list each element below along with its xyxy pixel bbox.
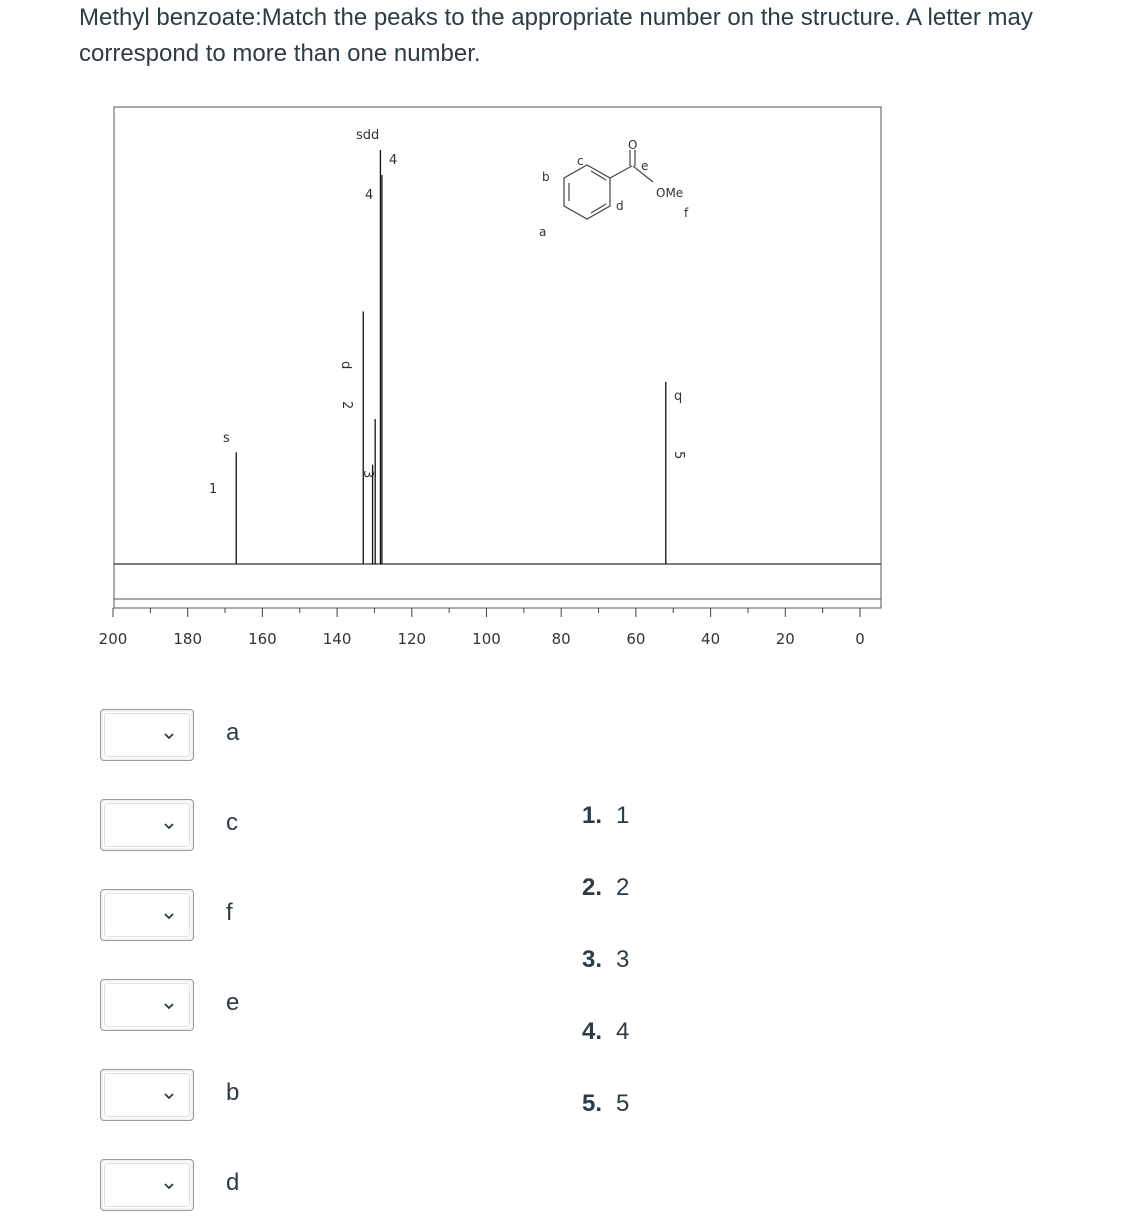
chevron-down-icon xyxy=(162,1089,176,1103)
structure-label-b: b xyxy=(542,170,550,184)
structure-label-oxygen: O xyxy=(628,138,638,152)
option-1 xyxy=(582,802,629,830)
match-letter-c: c xyxy=(226,809,238,836)
peak-label-3: 3 xyxy=(360,470,375,479)
x-tick-label: 120 xyxy=(397,630,427,648)
structure-label-d: d xyxy=(616,199,624,213)
peak-label-5: 5 xyxy=(671,451,686,460)
match-letter-b: b xyxy=(226,1079,240,1106)
x-tick-label: 40 xyxy=(701,630,721,648)
option-value: 3 xyxy=(616,946,630,973)
option-number: 1. xyxy=(582,802,603,829)
x-tick-label: 100 xyxy=(472,630,501,648)
option-number: 4. xyxy=(582,1018,603,1045)
option-2 xyxy=(582,874,629,902)
structure-label-f: f xyxy=(684,206,689,220)
option-value: 2 xyxy=(616,874,630,901)
option-number: 3. xyxy=(582,946,603,973)
spectrum-frame xyxy=(114,107,881,608)
peak-label-4-right: 4 xyxy=(389,153,398,168)
match-select-a[interactable] xyxy=(100,709,194,761)
structure-label-e: e xyxy=(641,159,649,173)
peak-multiplicity-1: s xyxy=(223,431,230,446)
structure-label-a: a xyxy=(539,225,547,239)
x-tick-label: 0 xyxy=(855,630,865,648)
option-number: 5. xyxy=(582,1090,603,1117)
x-tick-label: 20 xyxy=(775,630,795,648)
match-letter-d: d xyxy=(226,1169,240,1196)
option-4 xyxy=(582,1018,629,1046)
match-letter-f: f xyxy=(226,899,233,926)
structure-label-c: c xyxy=(577,154,584,168)
match-select-e[interactable] xyxy=(100,979,194,1031)
match-select-b[interactable] xyxy=(100,1069,194,1121)
x-tick-label: 80 xyxy=(551,630,571,648)
option-number: 2. xyxy=(582,874,603,901)
x-tick-label: 60 xyxy=(626,630,646,648)
match-select-c[interactable] xyxy=(100,799,194,851)
structure-label-ome: OMe xyxy=(656,186,684,200)
question-text: Methyl benzoate:Match the peaks to the appropriate number on the structure. A letter may correspond to more than one number. xyxy=(79,4,1033,67)
x-tick-label: 160 xyxy=(248,630,277,648)
peak-label-4-left: 4 xyxy=(365,188,374,203)
chevron-down-icon xyxy=(162,729,176,743)
x-tick-label: 200 xyxy=(98,630,128,648)
x-tick-label: 140 xyxy=(322,630,352,648)
chevron-down-icon xyxy=(162,909,176,923)
match-select-d[interactable] xyxy=(100,1159,194,1211)
nmr-spectrum xyxy=(0,95,900,655)
methyl-benzoate-structure xyxy=(539,138,689,239)
chevron-down-icon xyxy=(162,819,176,833)
peak-multiplicity-5: q xyxy=(674,389,683,404)
peak-annotation-sdd: sdd xyxy=(356,128,380,143)
peak-label-2: 2 xyxy=(339,401,354,410)
chevron-down-icon xyxy=(162,1179,176,1193)
option-3 xyxy=(582,946,629,974)
x-tick-label: 180 xyxy=(173,630,203,648)
peak-label-1: 1 xyxy=(209,482,218,497)
chevron-down-icon xyxy=(162,999,176,1013)
match-select-f[interactable] xyxy=(100,889,194,941)
match-letter-e: e xyxy=(226,989,240,1016)
match-letter-a: a xyxy=(226,719,240,746)
option-5 xyxy=(582,1090,629,1118)
option-value: 5 xyxy=(616,1090,630,1117)
option-value: 4 xyxy=(616,1018,630,1045)
peak-multiplicity-2: d xyxy=(338,361,353,370)
option-value: 1 xyxy=(616,802,630,829)
